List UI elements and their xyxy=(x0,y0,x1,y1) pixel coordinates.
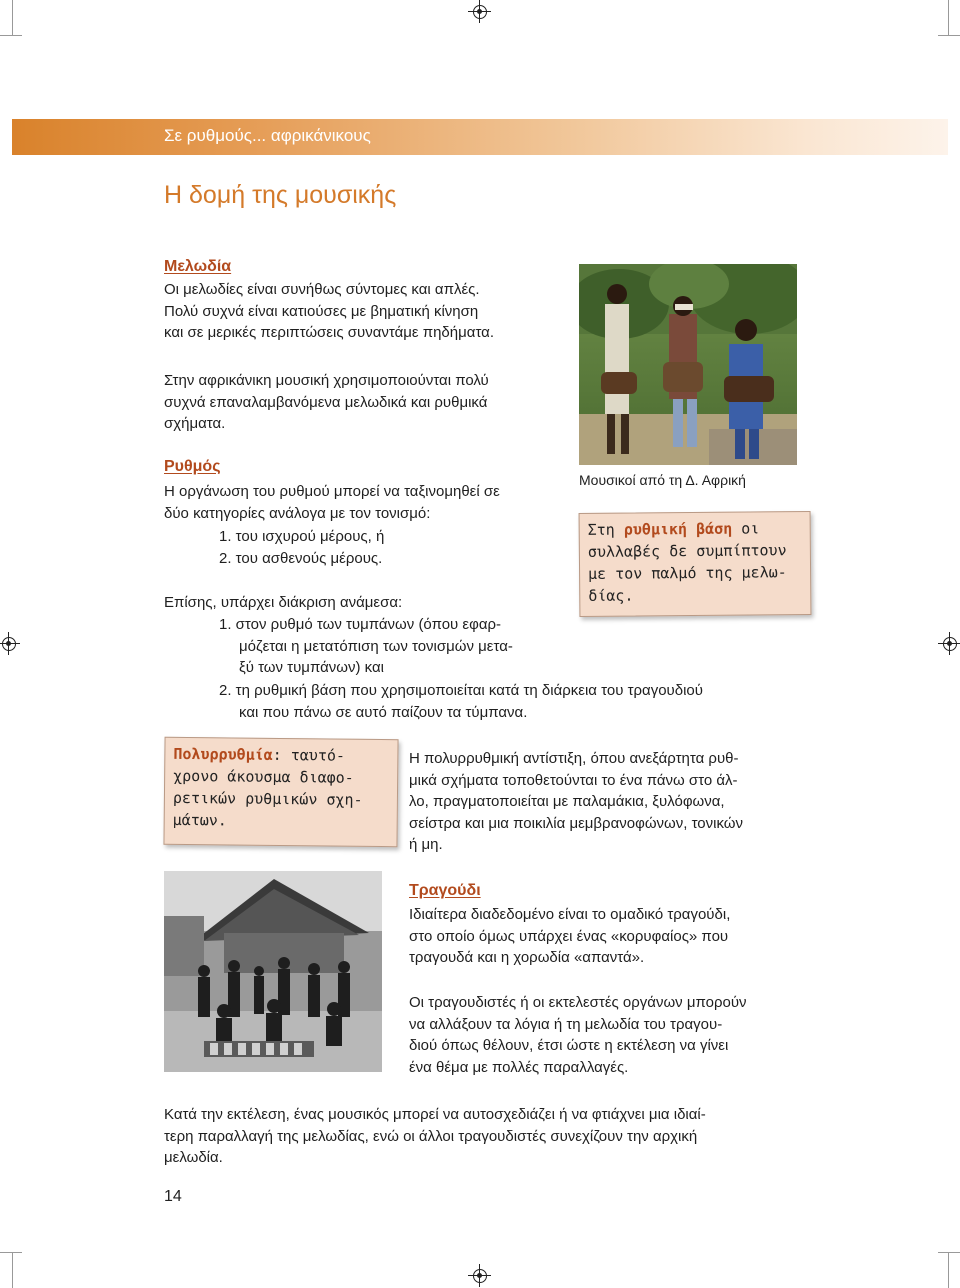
rhythm-heading: Ρυθμός xyxy=(164,458,221,475)
crop-mark xyxy=(938,1252,960,1253)
song-text: Ιδιαίτερα διαδεδομένο είναι το ομαδικό τραγούδι, στο οποίο όμως υπάρχει ένας «κορυφαίος» που τραγουδά και η χορωδία «απαντά». xyxy=(409,906,731,966)
accent-list xyxy=(219,526,384,569)
crop-mark xyxy=(0,35,22,36)
crop-mark xyxy=(948,1252,949,1288)
musicians-photo xyxy=(579,264,797,465)
melody-heading: Μελωδία xyxy=(164,258,232,275)
polyrhythm-note: Πολυρρυθμία: ταυτό- χρονο άκουσμα διαφο- ρετικών ρυθμικών σχη- μάτων. xyxy=(163,737,398,847)
rhythm-base-note: Στη ρυθμική βάση οι συλλαβές δε συμπίπτουν με τον παλμό της μελω- δίας. xyxy=(579,511,812,617)
registration-mark-icon xyxy=(2,637,16,651)
rhythm-text: Η οργάνωση του ρυθμού μπορεί να ταξινομηθεί σε δύο κατηγορίες ανάλογα με τον τονισμό: xyxy=(164,483,500,522)
list-item: 2. του ασθενούς μέρους. xyxy=(219,549,383,567)
registration-mark-icon xyxy=(943,637,957,651)
crop-mark xyxy=(12,0,13,36)
polyrhythm-text: Η πολυρρυθμική αντίστιξη, όπου ανεξάρτητα ρυθ- μικά σχήματα τοποθετούνται το ένα πάνω στο άλ- λο, πραγματοποιείται με παλαμάκια, ξυλόφωνα, σείστρα και μια ποικιλία μεμβρανοφώνων, τονικών ή μη. xyxy=(409,750,743,853)
page-title: Η δομή της μουσικής xyxy=(164,181,397,209)
closing-text: Κατά την εκτέλεση, ένας μουσικός μπορεί να αυτοσχεδιάζει ή να φτιάχνει μια ιδιαί- τερη παραλλαγή της μελωδίας, ενώ οι άλλοι τραγουδιστές συνεχίζουν την αρχική μελωδία. xyxy=(164,1106,706,1166)
registration-mark-icon xyxy=(473,1269,487,1283)
list-item: 1. του ισχυρού μέρους, ή xyxy=(219,528,385,545)
village-photo-graphic xyxy=(164,871,382,1072)
distinction-item-2: 2. τη ρυθμική βάση που χρησιμοποιείται κατά τη διάρκεια του τραγουδιού και που πάνω σε αυτό παίζουν τα τύμπανα. xyxy=(219,682,703,721)
melody-text: Οι μελωδίες είναι συνήθως σύντομες και απλές. Πολύ συχνά είναι κατιούσες με βηματική κίνηση και σε μερικές περιπτώσεις συναντάμε πηδήματα. xyxy=(164,281,494,341)
melody-text-2: Στην αφρικάνικη μουσική χρησιμοποιούνται πολύ συχνά επαναλαμβανόμενα μελωδικά και ρυθμικά σχήματα. xyxy=(164,372,489,432)
header-banner xyxy=(12,119,948,155)
chapter-title: Σε ρυθμούς... αφρικάνικους xyxy=(164,126,371,145)
village-photo xyxy=(164,871,382,1072)
song-text-2: Οι τραγουδιστές ή οι εκτελεστές οργάνων μπορούν να αλλάξουν τα λόγια ή τη μελωδία του τραγου- διού όπως θέλουν, έτσι ώστε η εκτέλεση να γίνει ένα θέμα με πολλές παραλλαγές. xyxy=(409,994,747,1076)
distinction-intro: Επίσης, υπάρχει διάκριση ανάμεσα: xyxy=(164,594,403,611)
photo-caption: Μουσικοί από τη Δ. Αφρική xyxy=(579,472,746,488)
crop-mark xyxy=(12,1252,13,1288)
crop-mark xyxy=(938,35,960,36)
distinction-item-1: 1. στον ρυθμό των τυμπάνων (όπου εφαρ- μόζεται η μετατόπιση των τονισμών μετα- ξύ των τυμπάνων) και xyxy=(219,616,513,676)
crop-mark xyxy=(948,0,949,36)
registration-mark-icon xyxy=(473,5,487,19)
page-number: 14 xyxy=(164,1188,182,1205)
crop-mark xyxy=(0,1252,22,1253)
musicians-photo-graphic xyxy=(579,264,797,465)
song-heading: Τραγούδι xyxy=(409,882,481,899)
